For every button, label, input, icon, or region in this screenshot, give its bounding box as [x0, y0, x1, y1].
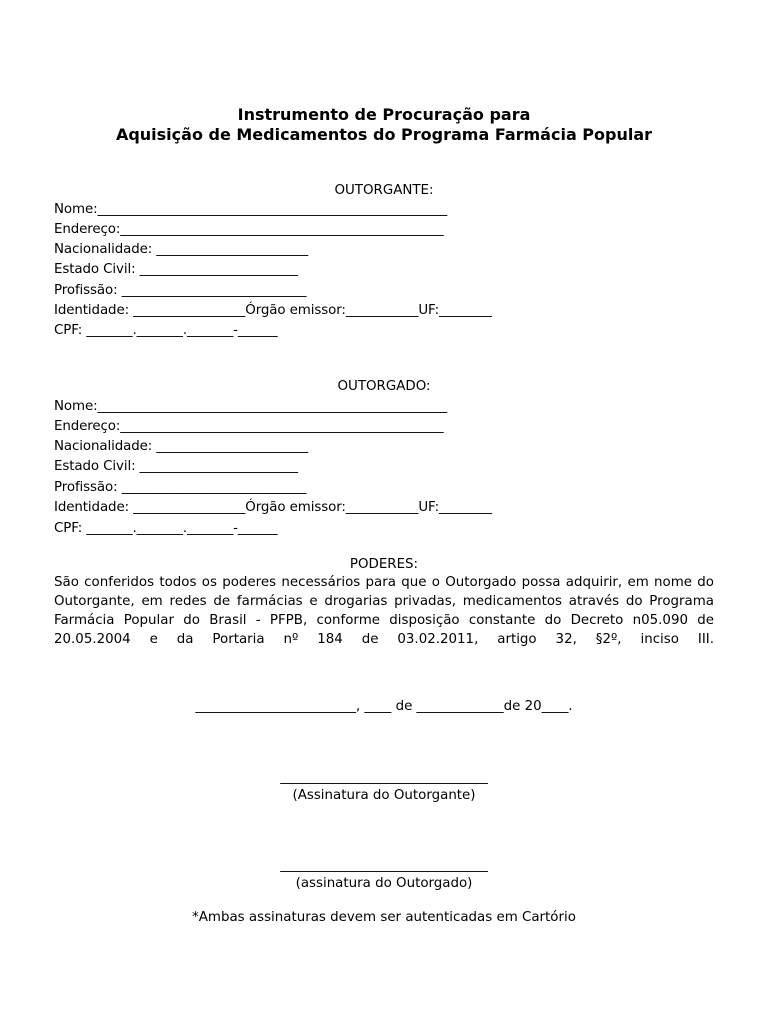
poderes-heading: PODERES: — [349, 557, 419, 572]
document-title-line-2: Aquisição de Medicamentos do Programa Farmácia Popular — [115, 125, 653, 144]
outorgado-heading: OUTORGADO: — [337, 379, 431, 394]
date-place-line: ________________________, ____ de _____________de 20____. — [195, 699, 573, 714]
document-title-line-1: Instrumento de Procuração para — [237, 105, 531, 124]
outorgado-profissao-field: Profissão: ____________________________ — [54, 480, 307, 495]
outorgado-nacionalidade-field: Nacionalidade: _______________________ — [54, 439, 309, 454]
outorgado-signature-label: (assinatura do Outorgado) — [295, 876, 473, 891]
poderes-text-line-3: Farmácia Popular do Brasil - PFPB, conforme disposição constante do Decreto n05.090 de — [54, 613, 714, 628]
outorgado-signature-line: _______________________________ — [280, 858, 488, 873]
outorgante-endereco-field: Endereço:_________________________________________________ — [54, 222, 444, 237]
outorgado-nome-field: Nome:_____________________________________________________ — [54, 399, 448, 414]
outorgante-nacionalidade-field: Nacionalidade: _______________________ — [54, 242, 309, 257]
outorgante-heading: OUTORGANTE: — [334, 183, 434, 198]
outorgante-identidade-field: Identidade: _________________Órgão emissor:___________UF:________ — [54, 303, 492, 318]
outorgado-endereco-field: Endereço:_________________________________________________ — [54, 419, 444, 434]
outorgado-identidade-field: Identidade: _________________Órgão emissor:___________UF:________ — [54, 500, 492, 515]
authentication-footnote: *Ambas assinaturas devem ser autenticadas em Cartório — [192, 910, 576, 925]
outorgante-cpf-field: CPF: _______._______._______-______ — [54, 323, 278, 338]
outorgante-signature-line: _______________________________ — [280, 770, 488, 785]
outorgante-profissao-field: Profissão: ____________________________ — [54, 283, 307, 298]
outorgado-cpf-field: CPF: _______._______._______-______ — [54, 521, 278, 536]
poderes-text-line-4: 20.05.2004 e da Portaria nº 184 de 03.02.2011, artigo 32, §2º, inciso III. — [54, 632, 714, 647]
outorgante-signature-label: (Assinatura do Outorgante) — [292, 788, 476, 803]
outorgado-estado-civil-field: Estado Civil: ________________________ — [54, 459, 298, 474]
poderes-text-line-2: Outorgante, em redes de farmácias e drogarias privadas, medicamentos através do Programa — [54, 594, 714, 609]
outorgante-nome-field: Nome:_____________________________________________________ — [54, 202, 448, 217]
outorgante-estado-civil-field: Estado Civil: ________________________ — [54, 262, 298, 277]
poderes-text-line-1: São conferidos todos os poderes necessários para que o Outorgado possa adquirir, em nome do — [54, 575, 714, 590]
